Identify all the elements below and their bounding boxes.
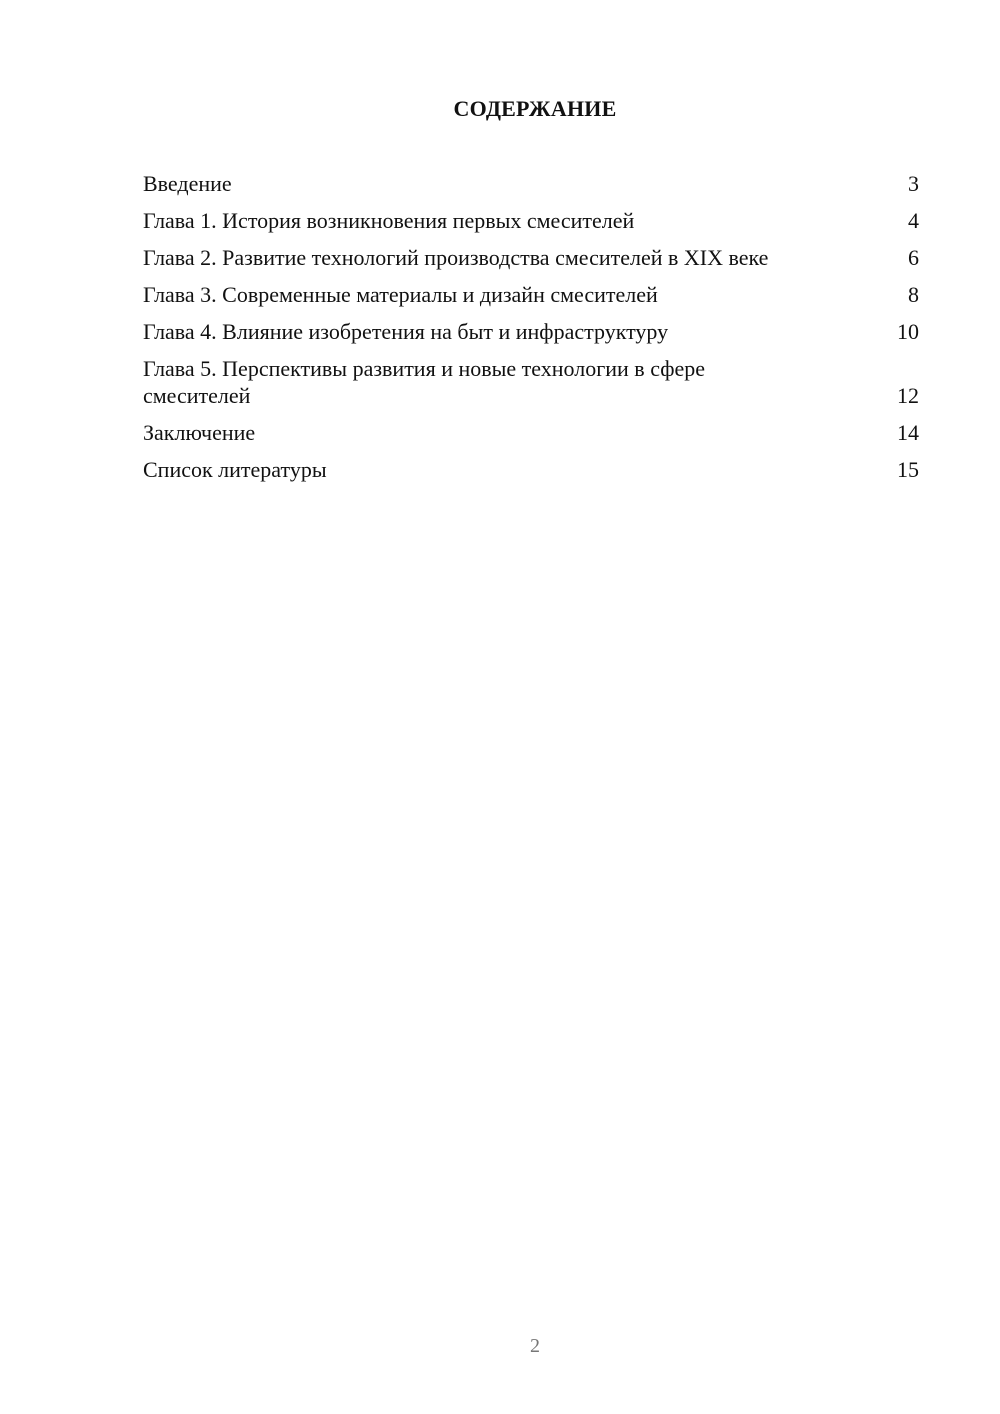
toc-entry-page: 15 [897, 457, 919, 482]
toc-entry-label: Глава 2. Развитие технологий производства смесителей в XIX веке [143, 245, 769, 270]
toc-entry-label: Введение [143, 171, 232, 196]
toc-entry-chapter-5 [143, 355, 919, 409]
toc-entry-chapter-2 [143, 244, 919, 271]
toc-entry-label: Глава 5. Перспективы развития и новые технологии в сфере смесителей [143, 356, 706, 408]
toc-entry-page: 10 [897, 319, 919, 344]
toc-entry-label: Глава 1. История возникновения первых смесителей [143, 208, 635, 233]
toc-entry-label: Список литературы [143, 457, 327, 482]
toc-entry-chapter-3 [143, 281, 919, 308]
toc-entry-introduction [143, 170, 919, 197]
toc-entry-label: Глава 4. Влияние изобретения на быт и инфраструктуру [143, 319, 669, 344]
toc-entry-page: 8 [908, 282, 919, 307]
table-of-contents [143, 170, 919, 493]
toc-entry-page: 4 [908, 208, 919, 233]
page-number: 2 [530, 1335, 540, 1357]
toc-entry-label: Заключение [143, 420, 256, 445]
toc-entry-chapter-1 [143, 207, 919, 234]
toc-entry-references [143, 456, 919, 483]
toc-entry-page: 3 [908, 171, 919, 196]
toc-entry-page: 6 [908, 245, 919, 270]
page-title: СОДЕРЖАНИЕ [453, 96, 617, 121]
toc-entry-label: Глава 3. Современные материалы и дизайн смесителей [143, 282, 658, 307]
toc-entry-page: 14 [897, 420, 919, 445]
toc-entry-chapter-4 [143, 318, 919, 345]
toc-entry-conclusion [143, 419, 919, 446]
toc-entry-page: 12 [897, 383, 919, 408]
